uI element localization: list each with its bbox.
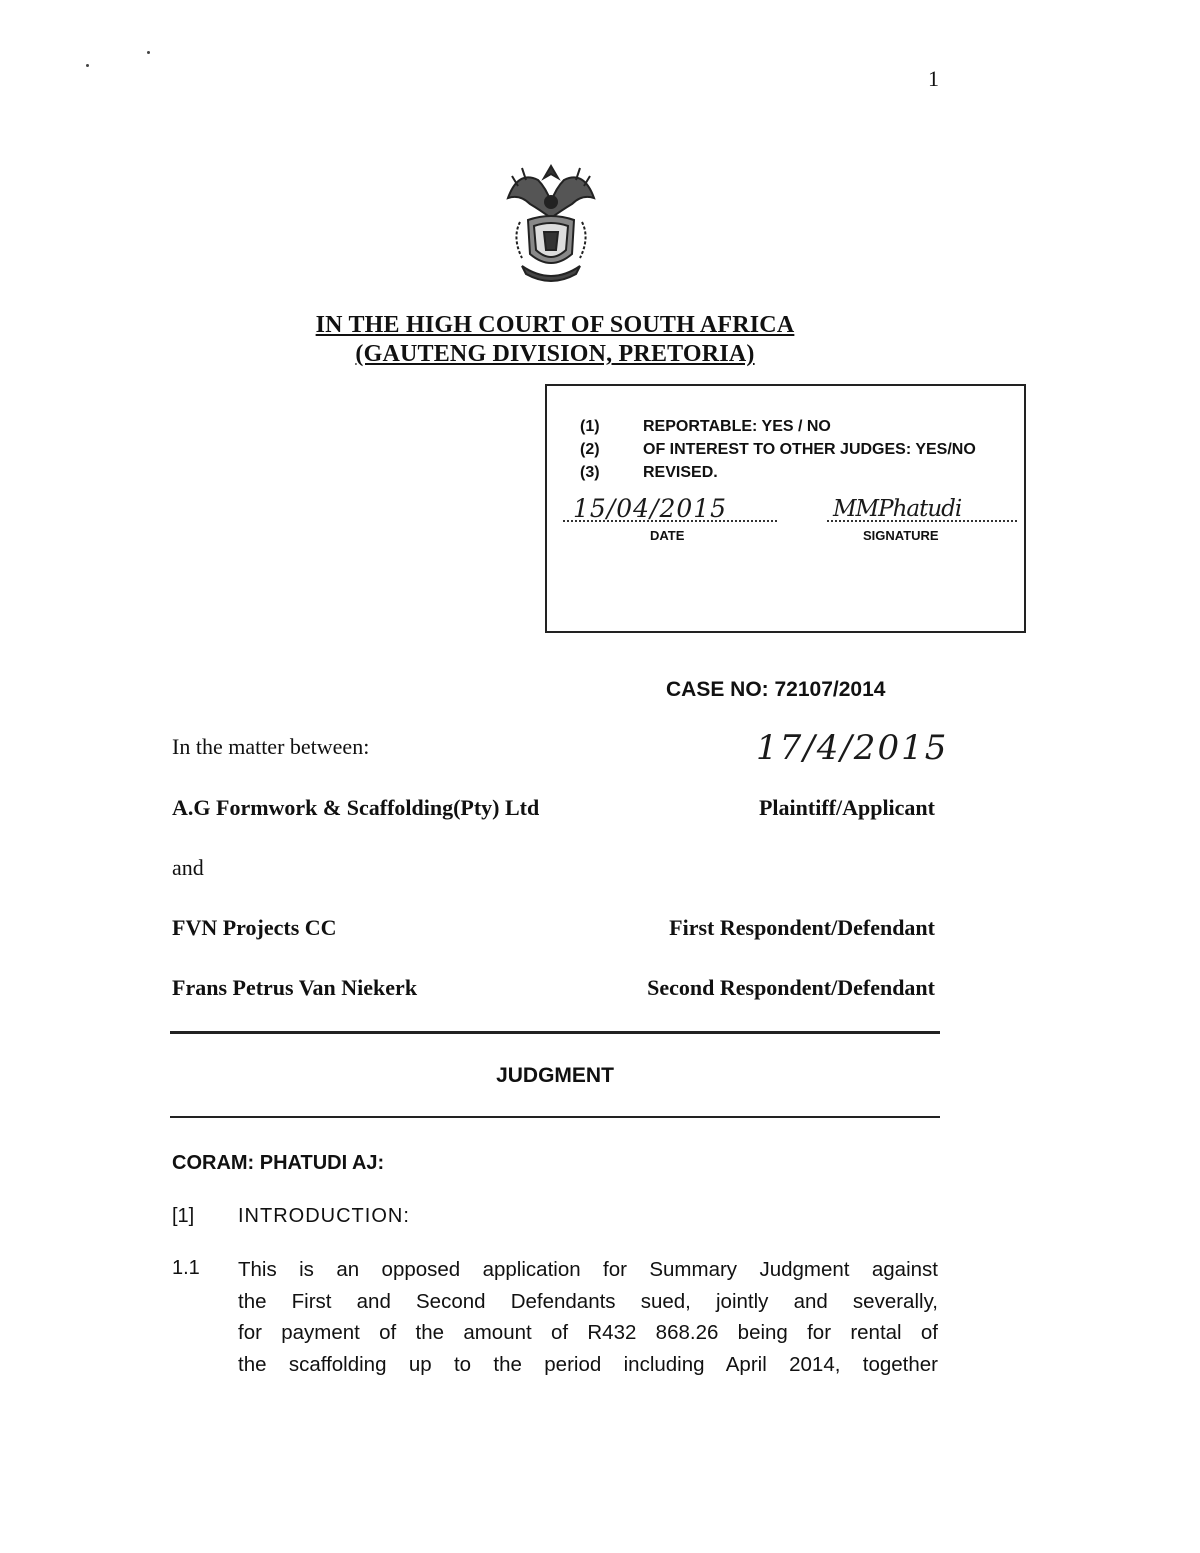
handwritten-date: 15/04/2015 — [573, 494, 728, 523]
date-label: DATE — [650, 528, 685, 543]
first-respondent-role: First Respondent/Defendant — [669, 915, 935, 940]
scan-speck — [147, 51, 150, 54]
page-number: 1 — [928, 66, 939, 91]
second-respondent-role: Second Respondent/Defendant — [647, 975, 935, 1000]
conjunction: and — [172, 855, 204, 880]
court-division: (GAUTENG DIVISION, PRETORIA) — [355, 341, 755, 367]
box-item-number: (2) — [580, 441, 600, 458]
paragraph-body — [238, 1254, 938, 1380]
section-title: INTRODUCTION: — [238, 1205, 410, 1227]
plaintiff-role: Plaintiff/Applicant — [758, 795, 935, 820]
first-respondent-name: FVN Projects CC — [172, 915, 337, 940]
case-number: CASE NO: 72107/2014 — [666, 678, 886, 701]
paragraph-line: the scaffolding up to the period including April 2014, together — [238, 1352, 938, 1376]
signature: MMPhatudi — [833, 496, 962, 522]
plaintiff-name: A.G Formwork & Scaffolding(Pty) Ltd — [172, 795, 540, 820]
section-number: [1] — [172, 1205, 195, 1227]
reportable-text: REPORTABLE: YES / NO — [643, 418, 831, 435]
signature-line — [827, 520, 1017, 522]
scan-speck — [86, 64, 89, 67]
signature-label: SIGNATURE — [863, 528, 939, 543]
coat-of-arms-icon — [498, 158, 604, 288]
handwritten-date-stamp: 17/4/2015 — [756, 728, 949, 768]
matter-intro: In the matter between: — [172, 734, 370, 759]
divider-top — [170, 1031, 940, 1034]
interest-text: OF INTEREST TO OTHER JUDGES: YES/NO — [643, 441, 976, 458]
box-item-number: (1) — [580, 418, 600, 435]
second-respondent-name: Frans Petrus Van Niekerk — [172, 975, 418, 1000]
paragraph-line: This is an opposed application for Summary Judgment against — [238, 1258, 938, 1281]
divider-bottom — [170, 1116, 940, 1118]
box-item-number: (3) — [580, 464, 600, 481]
revised-text: REVISED. — [643, 464, 718, 481]
paragraph-line: the First and Second Defendants sued, jointly and severally, — [238, 1289, 938, 1313]
court-name: IN THE HIGH COURT OF SOUTH AFRICA — [315, 312, 795, 338]
date-line — [563, 520, 777, 522]
paragraph-number: 1.1 — [172, 1257, 200, 1279]
reportable-box — [545, 384, 1026, 633]
coram: CORAM: PHATUDI AJ: — [172, 1152, 385, 1174]
paragraph-line: for payment of the amount of R432 868.26 being for rental of — [238, 1321, 938, 1344]
judgment-heading: JUDGMENT — [496, 1064, 614, 1087]
